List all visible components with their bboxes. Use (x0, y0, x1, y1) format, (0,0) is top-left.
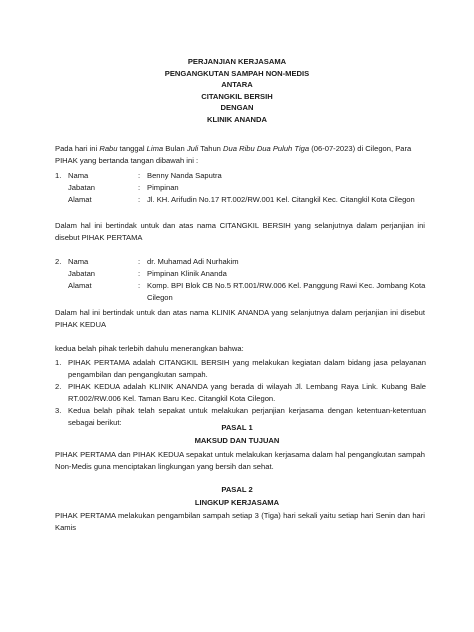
party1-name-row: 1. Nama : Benny Nanda Saputra (55, 171, 222, 180)
pasal1-text: PIHAK PERTAMA dan PIHAK KEDUA sepakat untuk melakukan kerjasama dalam hal pengangkutan sampah Non-Medis guna menciptakan lingkungan yang bersih dan sehat. (55, 450, 425, 471)
preamble-item-2: 2. PIHAK KEDUA adalah KLINIK ANANDA yang berada di wilayah Jl. Lembang Raya Link. Kubang Bale RT.002/RW.006 Kel. Taman Baru Kec. Citangkil Kota Cilegon. (55, 382, 426, 403)
preamble-lead: kedua belah pihak terlebih dahulu menerangkan bahwa: (55, 344, 244, 353)
document-title-block (0, 56, 474, 125)
title-line-5: DENGAN (220, 103, 254, 112)
party1-statement: Dalam hal ini bertindak untuk dan atas nama CITANGKIL BERSIH yang selanjutnya dalam perjanjian ini disebut PIHAK PERTAMA (55, 221, 425, 242)
pasal2-heading: PASAL 2 (221, 485, 253, 494)
pasal1-subheading: MAKSUD DAN TUJUAN (194, 436, 280, 445)
preamble-item-1: 1. PIHAK PERTAMA adalah CITANGKIL BERSIH yang melakukan kegiatan dalam bidang jasa pelayanan pengambilan dan pengangkutan sampah. (55, 358, 426, 379)
party1-alamat-row: Alamat : Jl. KH. Arifudin No.17 RT.002/RW.001 Kel. Citangkil Kec. Citangkil Kota Cilegon (68, 195, 415, 204)
pasal1-heading: PASAL 1 (221, 423, 253, 432)
party2-statement: Dalam hal ini bertindak untuk dan atas nama KLINIK ANANDA yang selanjutnya dalam perjanjian ini disebut PIHAK KEDUA (55, 308, 425, 329)
title-line-1: PERJANJIAN KERJASAMA (187, 57, 287, 66)
preamble-item-3: 3. Kedua belah pihak telah sepakat untuk melakukan perjanjian kerjasama dengan ketentuan-ketentuan sebagai berikut: (55, 406, 426, 427)
title-line-3: ANTARA (221, 80, 253, 89)
party2-alamat-row: Alamat : Komp. BPI Blok CB No.5 RT.001/RW.006 Kel. Panggung Rawi Kec. Jombang Kota Cilegon (68, 281, 426, 302)
party1-jabatan-row: Jabatan : Pimpinan (68, 183, 179, 192)
pasal2-text: PIHAK PERTAMA melakukan pengambilan sampah setiap 3 (Tiga) hari sekali yaitu setiap hari Senin dan hari Kamis (55, 511, 425, 532)
intro-paragraph: Pada hari ini Rabu tanggal Lima Bulan Juli Tahun Dua Ribu Dua Puluh Tiga (06-07-2023) di Cilegon, Para PIHAK yang bertanda tangan dibawah ini : (55, 144, 412, 165)
party2-name-row: 2. Nama : dr. Muhamad Adi Nurhakim (55, 257, 239, 266)
pasal2-subheading: LINGKUP KERJASAMA (194, 498, 280, 507)
title-line-2: PENGANGKUTAN SAMPAH NON-MEDIS (164, 68, 310, 78)
party2-jabatan-row: Jabatan : Pimpinan Klinik Ananda (68, 269, 227, 278)
title-line-6: KLINIK ANANDA (206, 114, 268, 124)
title-line-4: CITANGKIL BERSIH (201, 91, 273, 101)
